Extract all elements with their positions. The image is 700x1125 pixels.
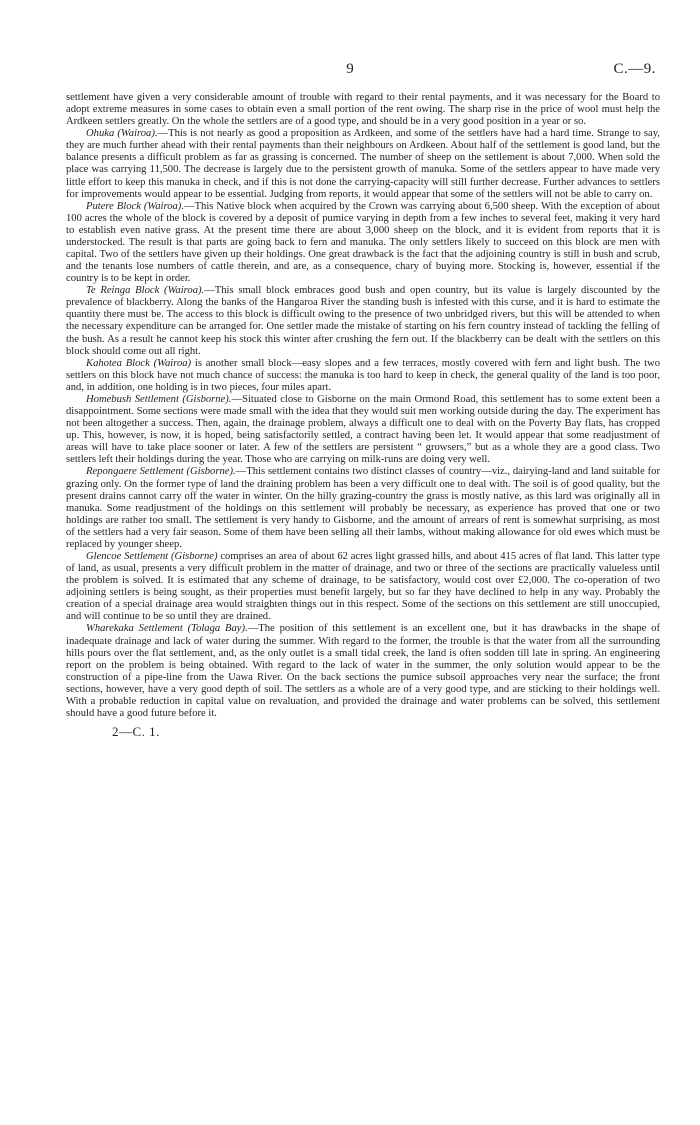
paragraph-ohuka <box>66 128 660 200</box>
page-number: 9 <box>346 61 354 77</box>
paragraph-glencoe <box>66 551 660 623</box>
paragraph-wharekaka <box>66 623 660 720</box>
section-heading: Wharekaka Settlement (Tolaga Bay). <box>86 623 248 635</box>
document-body <box>66 92 660 720</box>
paragraph-kahotea <box>66 358 660 394</box>
paragraph-text: —This is not nearly as good a proposition as Ardkeen, and some of the settlers have had a hard time. Strange to say, they are much further ahead with their rental payments than their neighbours on Ardkeen. About half of the settlement is good land, but the balance presents a difficult problem as far as grassing is concerned. The number of sheep on the settlement is about 7,000. When sold the place was carrying 11,500. The decrease is largely due to the persistent growth of manuka. Some of the settlers appear to have made very little effort to keep this manuka in check, and if this is not done the carrying-capacity will still further decrease. Further advances to settlers for improvements would appear to be essential. Judging from reports, it would appear that some of the settlers will not be able to carry on. <box>66 128 660 200</box>
paragraph-repongaere <box>66 466 660 551</box>
section-heading: Homebush Settlement (Gisborne). <box>86 393 232 405</box>
paragraph-text: —The position of this settlement is an excellent one, but it has drawbacks in the shape of inadequate drainage and lack of water during the summer. With regard to the former, the trouble is that the water from all the surrounding hills pours over the flat settlement, and, as the only outlet is a small tidal creek, the land is often sodden till late in spring. An engineering report on the problem is being obtained. With regard to the lack of water in the summer, the only solution would appear to be the construction of a pipe-line from the Uawa River. On the back sections the pumice subsoil approaches very near the surface; the front sections, however, have a very good depth of soil. The settlers as a whole are of a very good type, and are sticking to their holdings well. With a probable reduction in capital value on revaluation, and provided the drainage and water problems can be solved, this settlement should have a good future before it. <box>66 623 661 719</box>
paragraph-ardkeen-continued <box>66 92 660 128</box>
section-heading: Putere Block (Wairoa). <box>86 200 184 212</box>
paragraph-text: is another small block—easy slopes and a few terraces, mostly covered with fern and light bush. The two settlers on this block have not much chance of success: the manuka is too hard to keep in check, the general quality of the land is too poor, and, in addition, one holding is in two pieces, four miles apart. <box>66 357 660 393</box>
section-heading: Glencoe Settlement (Gisborne) <box>86 550 218 562</box>
paragraph-putere <box>66 201 660 286</box>
printer-signature: 2—C. 1. <box>112 724 160 740</box>
paragraph-te-reinga <box>66 285 660 357</box>
paragraph-text: —This small block embraces good bush and open country, but its value is largely discounted by the prevalence of blackberry. Along the banks of the Hangaroa River the standing bush is infested with this curse, and it is hard to estimate the quantity there must be. The access to this block is difficult owing to the presence of two unbridged rivers, but this will be attended to when the necessary expenditure can be arranged for. One settler made the mistake of starting on his fern country instead of tackling the felling of the bush. As a result he cannot keep his stock this winter after crushing the fern out. If the blackberry can be dealt with the settlers on this block should come out all right. <box>66 285 660 357</box>
paragraph-text: comprises an area of about 62 acres light grassed hills, and about 415 acres of flat land. This latter type of land, as usual, presents a very difficult problem in the matter of drainage, and two or three of the sections are practically valueless until the problem is solved. It is estimated that any scheme of drainage, to be satisfactory, would cost over £2,000. The co-operation of two adjoining settlers is being sought, as their properties must benefit largely, but so far they have declined to help in any way. Probably the creation of a special drainage area would straighten things out in this respect. Some of the sections on this settlement are still unoccupied, and will continue to be so until they are drained. <box>66 550 661 623</box>
document-code: C.—9. <box>613 61 656 77</box>
paragraph-text: —Situated close to Gisborne on the main Ormond Road, this settlement has to some extent been a disappointment. Some sections were made small with the idea that they would suit men working outside during the day. The experiment has not been altogether a success. Then, again, the drainage problem, always a difficult one to deal with on the Poverty Bay flats, has cropped up. This, however, is now, it is hoped, being satisfactorily settled, a contract having been let. It would appear that some readjustment of areas will have to take place sooner or later. A few of the settlers are persistent “ growsers,” but as a whole they are a good class. Two settlers left their holdings during the year. Those who are carrying on milk-runs are doing very well. <box>66 393 660 466</box>
section-heading: Kahotea Block (Wairoa) <box>86 357 192 369</box>
paragraph-text: —This Native block when acquired by the Crown was carrying about 6,500 sheep. With the exception of about 100 acres the whole of the block is covered by a deposit of pumice varying in depth from a few inches to several feet, making it very hard to establish even native grass. At the present time there are about 3,000 sheep on the block, and it is evident from reports that it is understocked. The result is that parts are going back to fern and manuka. The only settlers likely to succeed on this block are men with capital. Two of the settlers have given up their holdings. One great drawback is the fact that the adjoining country is still in bush and scrub, and the tenants lose numbers of cattle therein, and are, as a consequence, chary of buying more. Stocking is, however, essential if the country is to be kept in order. <box>66 200 660 285</box>
section-heading: Repongaere Settlement (Gisborne). <box>86 466 236 478</box>
paragraph-text: —This settlement contains two distinct classes of country—viz., dairying-land and land suitable for grazing only. On the former type of land the draining problem has been a very difficult one to deal with. The soil is of good quality, but the present drains cannot carry off the water in winter. On the hilly grazing-country the grass is mostly native, as this lard was originally all in manuka. Some readjustment of the holdings on this settlement will probably be necessary, as experience has proved that one or two holdings are rather too small. The settlement is very handy to Gisborne, and the amount of arrears of rent is somewhat surprising, as most of the settlers had a very fair season. Some of them have been selling all their lambs, without making allowance for old ewes which must be replaced by younger sheep. <box>66 466 660 550</box>
section-heading: Te Reinga Block (Wairoa). <box>86 285 205 297</box>
section-heading: Ohuka (Wairoa). <box>86 128 158 140</box>
paragraph-homebush <box>66 394 660 466</box>
paragraph-text: settlement have given a very considerable amount of trouble with regard to their rental payments, and it was necessary for the Board to adopt extreme measures in some cases to obtain even a small portion of the rent owing. The sharp rise in the price of wool must help the Ardkeen settlers greatly. On the whole the settlers are of a good type, and should be in a very good position in a year or so. <box>66 92 660 128</box>
